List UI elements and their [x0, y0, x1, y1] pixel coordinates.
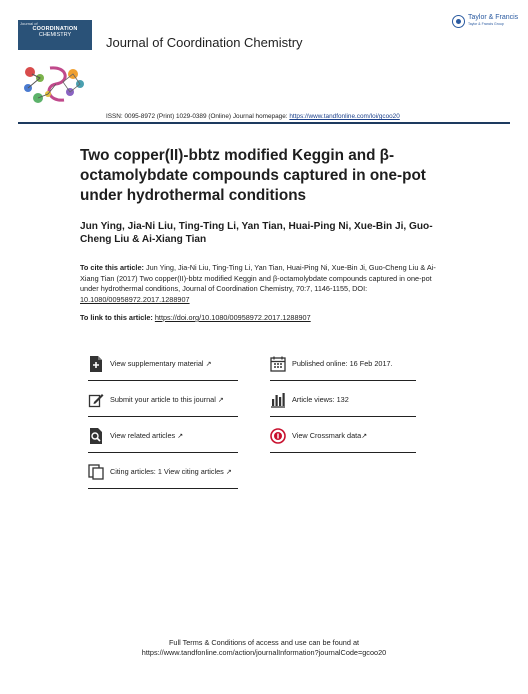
action-divider: [270, 416, 416, 417]
crossmark-text: View Crossmark data: [292, 431, 362, 440]
article-title: Two copper(II)-bbtz modified Keggin and β-octamolybdate compounds captured in one-pot under hydrothermal conditions: [80, 147, 426, 204]
molecule-illustration: [18, 62, 90, 108]
citation-text: Jun Ying, Jia-Ni Liu, Ting-Ting Li, Yan Tian, Huai-Ping Ni, Xue-Bin Ji, Guo-Cheng Liu & Ai-Xiang Tian (2017) Two copper(II)-bbtz modified Keggin and β-octamolybdate compounds captured in one-pot under hydrothermal conditions, Journal of Coordination Chemistry, 70:7, 1146-1155, DOI:: [80, 263, 436, 294]
related-label: [110, 431, 183, 440]
citation-doi-link[interactable]: 10.1080/00958972.2017.1288907: [80, 295, 190, 305]
related-text: View related articles: [110, 431, 176, 440]
action-divider: [88, 488, 238, 489]
view-citing-articles[interactable]: [88, 462, 238, 496]
citing-articles-icon: [88, 464, 104, 480]
view-related-articles[interactable]: [88, 426, 238, 460]
action-divider: [88, 380, 238, 381]
article-doi-link[interactable]: https://doi.org/10.1080/00958972.2017.1288907: [154, 313, 311, 322]
journal-title[interactable]: Journal of Coordination Chemistry: [106, 35, 303, 50]
citing-label: [110, 467, 232, 476]
publisher-logo-icon: [452, 15, 465, 28]
calendar-icon: [270, 356, 286, 372]
external-link-icon: ↗: [225, 469, 232, 476]
header-divider: [18, 122, 510, 124]
footer-terms-text: Full Terms & Conditions of access and use can be found at: [168, 638, 360, 647]
view-supplementary-material[interactable]: [88, 354, 238, 388]
submit-label: [110, 395, 224, 404]
bar-chart-icon: [270, 392, 286, 408]
action-divider: [270, 452, 416, 453]
article-link-line: [80, 313, 311, 322]
external-link-icon: ↗: [361, 433, 368, 440]
journal-cover-thumbnail: [18, 20, 92, 50]
supplementary-text: View supplementary material: [110, 359, 204, 368]
submit-text: Submit your article to this journal: [110, 395, 216, 404]
citing-text: Citing articles: 1 View citing articles: [110, 467, 224, 476]
action-divider: [88, 416, 238, 417]
citation-block: [80, 263, 452, 306]
publisher-subname: Taylor & Francis Group: [468, 22, 504, 26]
views-text: Article views: 132: [292, 395, 349, 404]
supplementary-document-icon: [88, 356, 104, 372]
external-link-icon: ↗: [177, 433, 184, 440]
related-search-icon: [88, 428, 104, 444]
citation-label: To cite this article:: [80, 263, 144, 272]
footer: [0, 638, 528, 658]
footer-terms-link[interactable]: https://www.tandfonline.com/action/journalInformation?journalCode=gcoo20: [141, 648, 387, 657]
external-link-icon: ↗: [217, 397, 224, 404]
article-authors: Jun Ying, Jia-Ni Liu, Ting-Ting Li, Yan Tian, Huai-Ping Ni, Xue-Bin Ji, Guo-Cheng Liu & Ai-Xiang Tian: [80, 221, 433, 245]
article-views: [270, 390, 416, 424]
action-divider: [88, 452, 238, 453]
publisher-name: Taylor & Francis: [468, 14, 519, 21]
cover-name-line2: CHEMISTRY: [38, 32, 72, 38]
submit-article[interactable]: [88, 390, 238, 424]
external-link-icon: ↗: [205, 361, 212, 368]
journal-homepage-link[interactable]: https://www.tandfonline.com/loi/gcoo20: [289, 113, 400, 120]
edit-pencil-icon: [88, 392, 104, 408]
crossmark-label: [292, 431, 367, 440]
view-crossmark-data[interactable]: [270, 426, 416, 460]
issn-line: [106, 113, 400, 120]
cover-name-line1: COORDINATION: [32, 26, 78, 32]
article-link-label: To link to this article:: [80, 313, 155, 322]
published-online: [270, 354, 416, 388]
published-text: Published online: 16 Feb 2017.: [292, 359, 393, 368]
action-divider: [270, 380, 416, 381]
crossmark-icon: [270, 428, 286, 444]
cover-top-text: Journal of: [20, 21, 38, 26]
issn-text: ISSN: 0095-8972 (Print) 1029-0389 (Online) Journal homepage:: [106, 113, 290, 120]
publisher-logo[interactable]: [452, 14, 519, 30]
supplementary-label: [110, 359, 211, 368]
